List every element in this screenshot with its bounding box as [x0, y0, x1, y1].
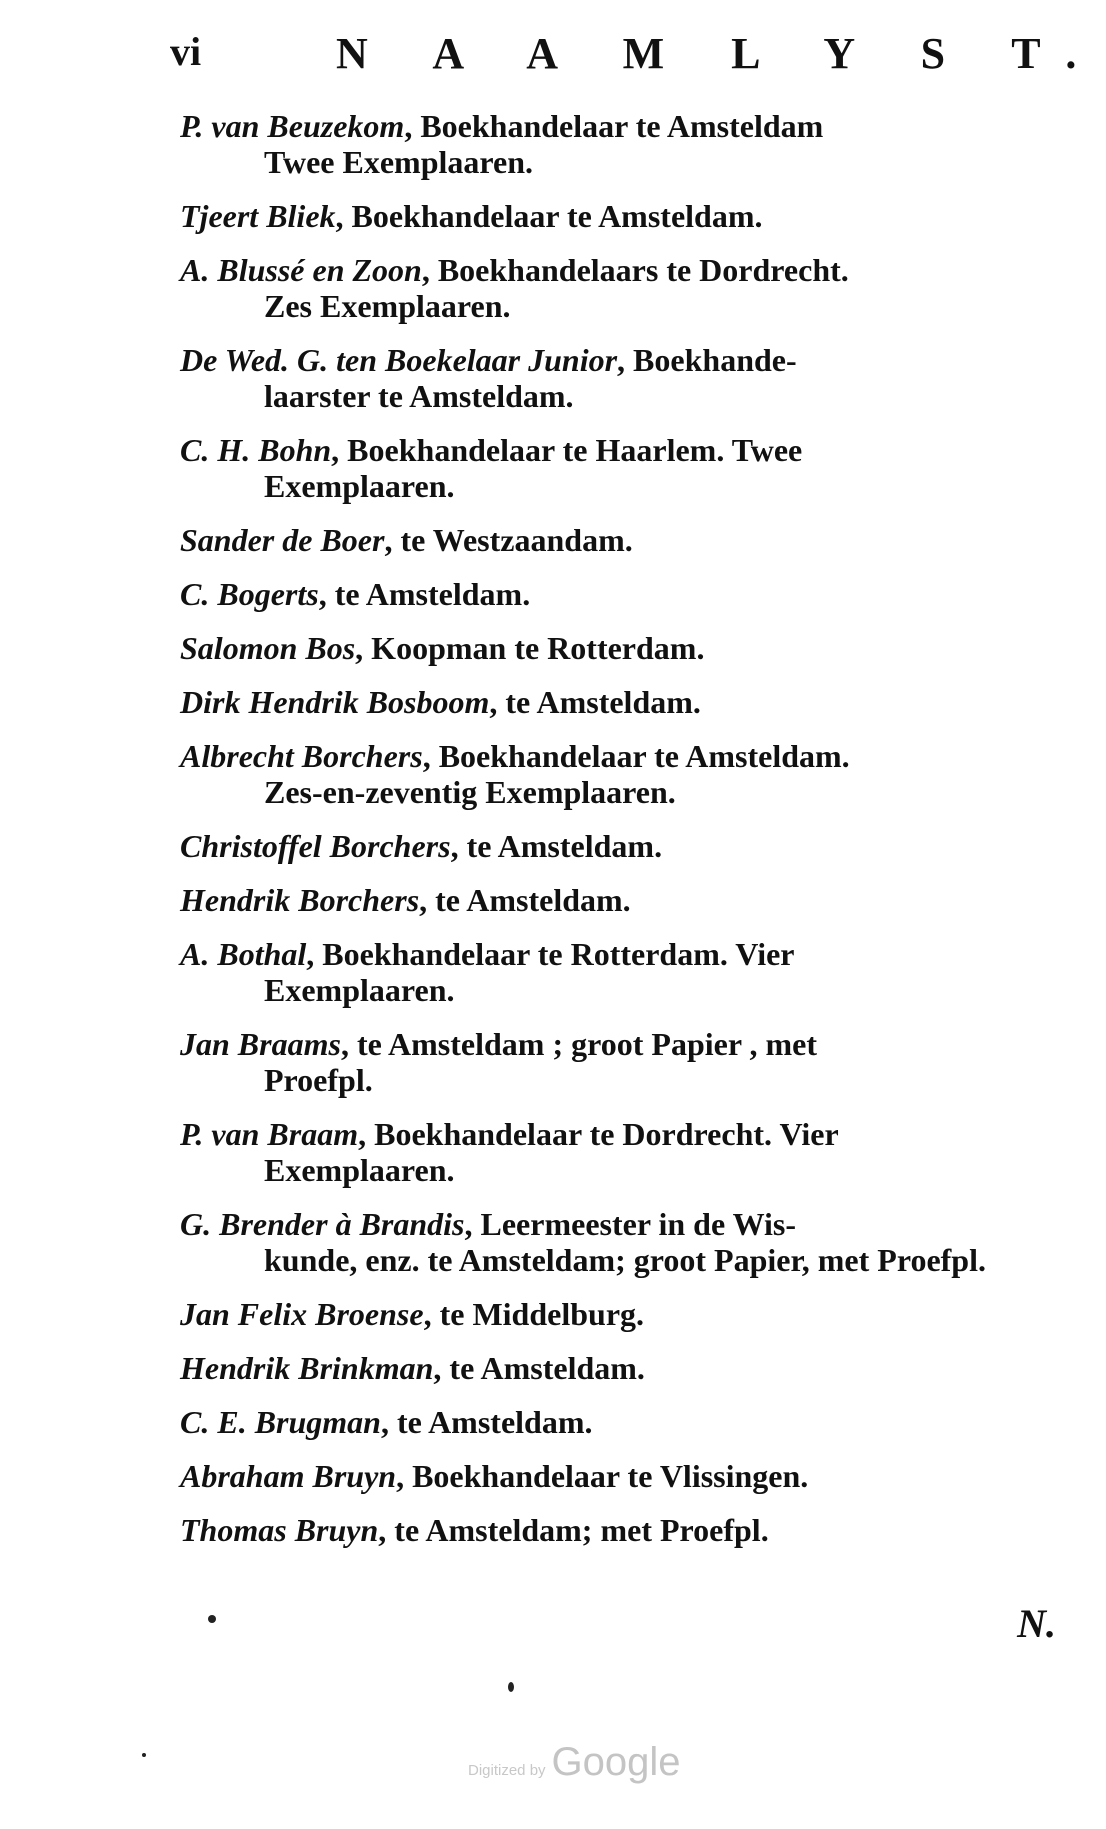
list-item — [180, 198, 1060, 234]
subscriber-detail-continued: Exemplaaren. — [264, 468, 455, 504]
subscriber-name: Albrecht Borchers — [180, 738, 423, 774]
list-item — [180, 252, 1060, 324]
subscriber-detail: , Boekhandelaar te Amsteldam — [404, 108, 824, 144]
list-item — [180, 630, 1060, 666]
list-item — [180, 1206, 1060, 1278]
list-item — [180, 1512, 1060, 1548]
list-item — [180, 684, 1060, 720]
list-item — [180, 738, 1060, 810]
subscriber-name: Christoffel Borchers — [180, 828, 451, 864]
list-item — [180, 1116, 1060, 1188]
subscriber-detail-continued: Twee Exemplaaren. — [264, 144, 533, 180]
subscriber-detail: , Boekhandelaars te Dordrecht. — [421, 252, 849, 288]
subscriber-name: Tjeert Bliek — [180, 198, 336, 234]
ink-speck — [142, 1753, 146, 1757]
list-item — [180, 1296, 1060, 1332]
list-item — [180, 576, 1060, 612]
subscriber-detail: , Boekhandelaar te Amsteldam. — [422, 738, 850, 774]
subscriber-name: Hendrik Borchers — [180, 882, 420, 918]
subscriber-name: P. van Beuzekom — [180, 108, 405, 144]
catchword: N. — [1017, 1601, 1056, 1646]
subscriber-name: Dirk Hendrik Bosboom — [180, 684, 490, 720]
subscriber-detail: , te Westzaandam. — [384, 522, 633, 558]
subscriber-detail: , Boekhandelaar te Haarlem. Twee — [331, 432, 803, 468]
page-number: vi — [170, 29, 202, 74]
subscriber-name: De Wed. G. ten Boekelaar Junior — [180, 342, 618, 378]
subscriber-name: A. Bothal — [180, 936, 307, 972]
subscriber-name: Sander de Boer — [180, 522, 385, 558]
running-title: N A A M L Y S T. — [336, 29, 1105, 78]
subscriber-detail: , te Amsteldam; met Proefpl. — [378, 1512, 769, 1548]
list-item — [180, 936, 1060, 1008]
subscriber-name: Abraham Bruyn — [180, 1458, 397, 1494]
subscriber-detail: , te Amsteldam ; groot Papier , met — [340, 1026, 817, 1062]
subscriber-name: C. H. Bohn — [180, 432, 332, 468]
list-item — [180, 882, 1060, 918]
subscriber-detail: , Boekhandelaar te Vlissingen. — [396, 1458, 809, 1494]
subscriber-name: C. E. Brugman — [180, 1404, 381, 1440]
subscriber-detail: , te Amsteldam. — [318, 576, 531, 612]
list-item — [180, 1350, 1060, 1386]
subscriber-detail-continued: Exemplaaren. — [264, 1152, 455, 1188]
subscriber-detail: , Boekhandelaar te Dordrecht. Vier — [358, 1116, 839, 1152]
digitization-watermark — [468, 1740, 681, 1785]
list-item — [180, 1458, 1060, 1494]
subscriber-detail: , Koopman te Rotterdam. — [355, 630, 705, 666]
list-item — [180, 1026, 1060, 1098]
list-item — [180, 432, 1060, 504]
subscriber-detail: , Boekhande- — [617, 342, 797, 378]
list-item — [180, 828, 1060, 864]
subscriber-detail: , te Middelburg. — [423, 1296, 645, 1332]
subscriber-name: C. Bogerts — [180, 576, 319, 612]
subscriber-detail-continued: kunde, enz. te Amsteldam; groot Papier, met Proefpl. — [264, 1242, 986, 1278]
list-item — [180, 522, 1060, 558]
subscriber-detail: , te Amsteldam. — [380, 1404, 593, 1440]
ink-speck — [208, 1615, 216, 1623]
subscriber-detail-continued: Proefpl. — [264, 1062, 373, 1098]
subscriber-detail-continued: Zes-en-zeventig Exemplaaren. — [264, 774, 676, 810]
list-item — [180, 108, 1060, 180]
subscriber-detail: , te Amsteldam. — [433, 1350, 645, 1386]
subscriber-name: G. Brender à Brandis — [180, 1206, 465, 1242]
subscriber-name: Salomon Bos — [180, 630, 356, 666]
subscriber-name: Jan Felix Broense — [180, 1296, 424, 1332]
watermark-prefix: Digitized by — [468, 1762, 546, 1779]
subscriber-name: Hendrik Brinkman — [180, 1350, 434, 1386]
subscriber-name: A. Blussé en Zoon — [180, 252, 422, 288]
subscriber-detail: , Boekhandelaar te Rotterdam. Vier — [306, 936, 795, 972]
subscriber-detail: , te Amsteldam. — [450, 828, 663, 864]
subscriber-detail: , Leermeester in de Wis- — [464, 1206, 796, 1242]
list-item — [180, 1404, 1060, 1440]
subscriber-detail: , Boekhandelaar te Amsteldam. — [335, 198, 763, 234]
subscriber-detail: , te Amsteldam. — [489, 684, 701, 720]
subscriber-detail: , te Amsteldam. — [419, 882, 631, 918]
subscriber-list — [180, 108, 1060, 1566]
ink-speck — [508, 1682, 514, 1692]
subscriber-detail-continued: laarster te Amsteldam. — [264, 378, 574, 414]
subscriber-name: P. van Braam — [180, 1116, 359, 1152]
subscriber-name: Thomas Bruyn — [180, 1512, 379, 1548]
list-item — [180, 342, 1060, 414]
subscriber-name: Jan Braams — [180, 1026, 341, 1062]
subscriber-detail-continued: Zes Exemplaaren. — [264, 288, 511, 324]
google-logo: Google — [551, 1740, 681, 1784]
subscriber-detail-continued: Exemplaaren. — [264, 972, 455, 1008]
